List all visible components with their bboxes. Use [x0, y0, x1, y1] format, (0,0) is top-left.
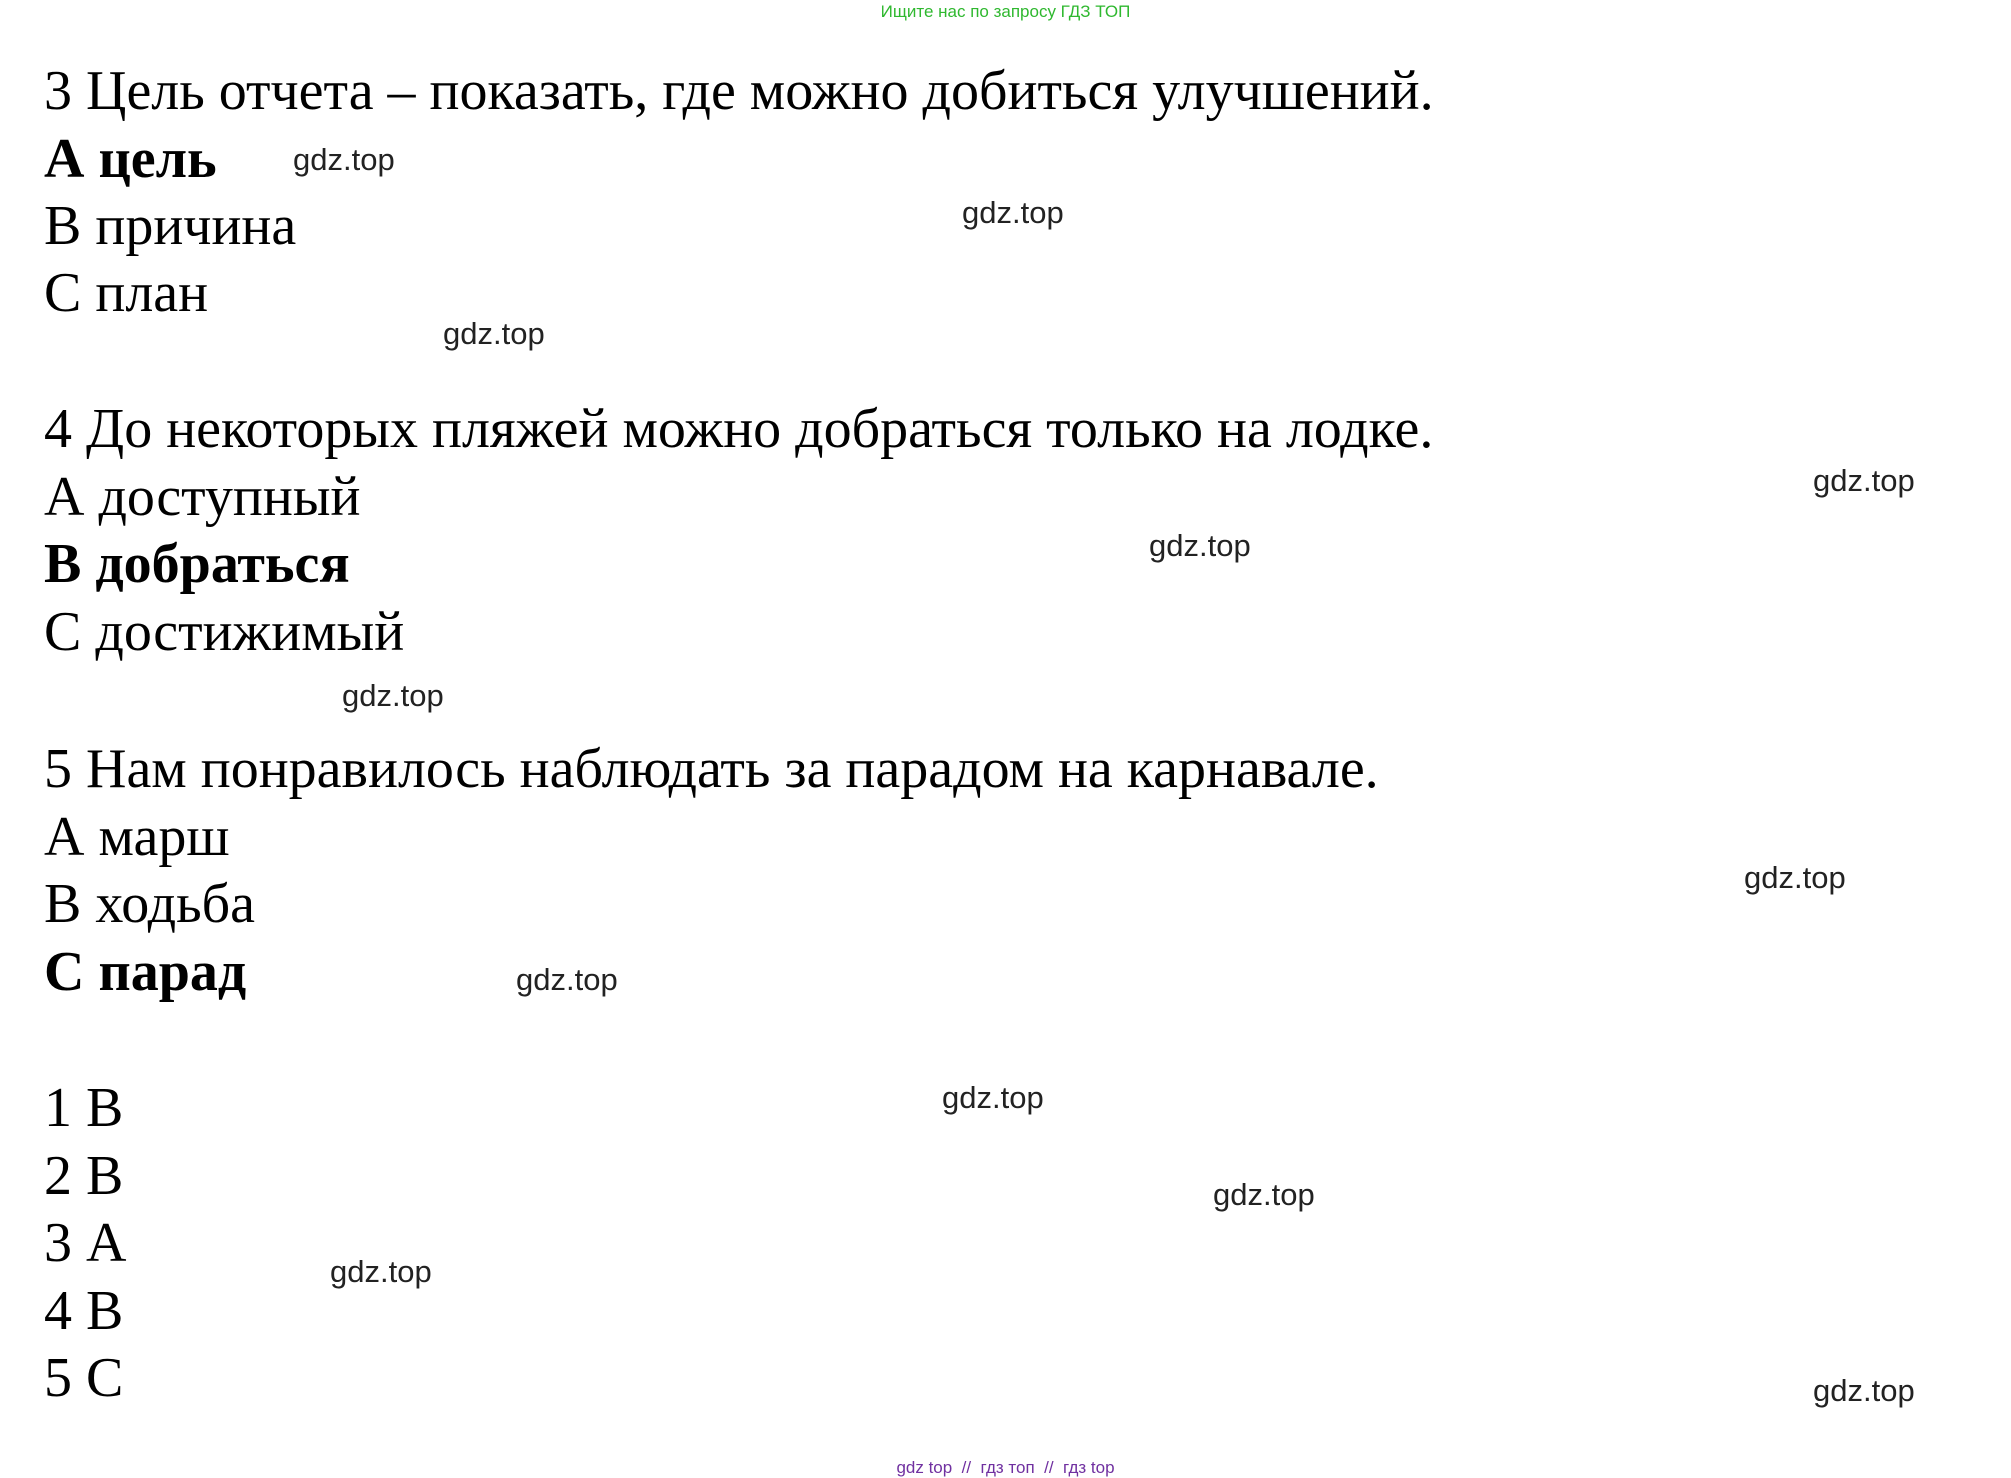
watermark: gdz.top: [330, 1254, 432, 1289]
watermark: gdz.top: [1213, 1177, 1315, 1212]
watermark: gdz.top: [962, 195, 1064, 230]
question-4-sentence: 4 До некоторых пляжей можно добраться только на лодке.: [44, 398, 1434, 460]
watermark: gdz.top: [516, 962, 618, 997]
watermark: gdz.top: [342, 678, 444, 713]
watermark: gdz.top: [293, 142, 395, 177]
question-3-option-b: B причина: [44, 195, 297, 257]
question-4-option-b: В добраться: [44, 533, 350, 595]
question-5-option-a: А марш: [44, 806, 230, 868]
answer-key-5: 5 С: [44, 1347, 124, 1409]
question-5-option-b: B ходьба: [44, 873, 255, 935]
watermark: gdz.top: [1149, 528, 1251, 563]
watermark: gdz.top: [942, 1080, 1044, 1115]
footer-watermark: gdz top // гдз топ // гдз top: [896, 1458, 1115, 1477]
question-3-sentence: 3 Цель отчета – показать, где можно добиться улучшений.: [44, 60, 1434, 122]
watermark: gdz.top: [1813, 1373, 1915, 1408]
question-3-option-a: А цель: [44, 128, 217, 190]
answer-key-4: 4 B: [44, 1280, 124, 1342]
watermark: gdz.top: [1813, 463, 1915, 498]
question-4-option-c: С достижимый: [44, 601, 405, 663]
answer-key-2: 2 B: [44, 1145, 124, 1207]
question-4-option-a: А доступный: [44, 466, 361, 528]
answer-key-1: 1 В: [44, 1077, 124, 1139]
watermark: gdz.top: [443, 316, 545, 351]
answer-key-3: 3 А: [44, 1212, 127, 1274]
question-5-sentence: 5 Нам понравилось наблюдать за парадом на карнавале.: [44, 738, 1379, 800]
watermark: gdz.top: [1744, 860, 1846, 895]
question-3-option-c: С план: [44, 262, 209, 324]
question-5-option-c: С парад: [44, 941, 247, 1003]
search-hint-banner: Ищите нас по запросу ГДЗ ТОП: [880, 2, 1131, 21]
